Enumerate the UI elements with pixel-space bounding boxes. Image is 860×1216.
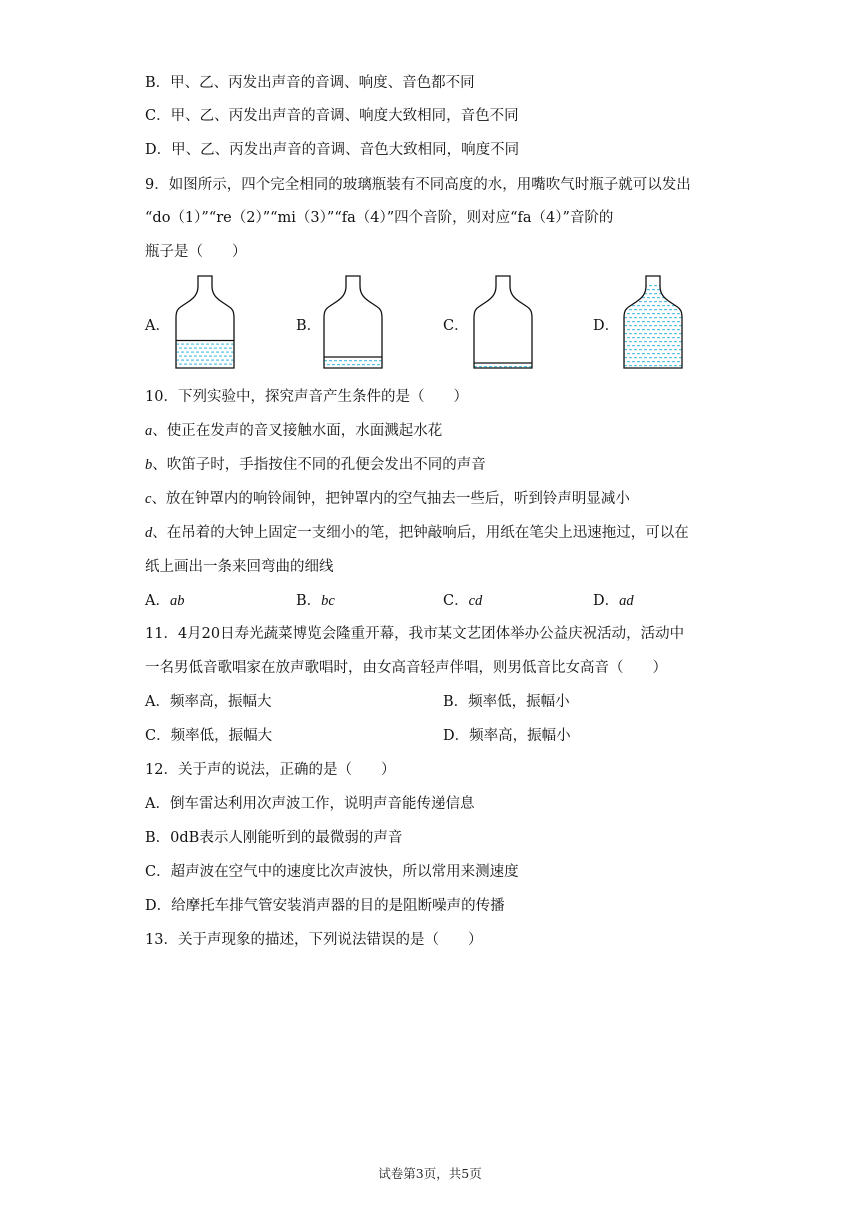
bottle-outline: [474, 276, 532, 368]
q10-option-a-label: A．: [145, 593, 170, 609]
bottle-a-image: [170, 272, 240, 374]
q10-option-b: [296, 591, 335, 611]
q10-option-c-value: cd: [468, 593, 483, 609]
q12-option-c: C．超声波在空气中的速度比次声波快，所以常用来测速度: [145, 864, 519, 880]
q10-item-d-text: 、在吊着的大钟上固定一支细小的笔，把钟敲响后，用纸在笔尖上迅速拖过，可以在: [152, 525, 689, 541]
q10-item-d: [145, 523, 689, 543]
q12-option-a: A．倒车雷达利用次声波工作，说明声音能传递信息: [145, 796, 475, 812]
q10-option-c-label: C．: [443, 593, 469, 609]
q13-stem: 13．关于声现象的描述，下列说法错误的是（ ）: [145, 932, 483, 948]
bottle-c-image: [468, 272, 538, 374]
q10-option-d: [593, 591, 634, 611]
q10-option-d-value: ad: [619, 593, 634, 609]
q10-option-d-label: D．: [593, 593, 620, 609]
q10-option-c: [443, 591, 482, 611]
q8-option-d: D．甲、乙、丙发出声音的音调、音色大致相同，响度不同: [145, 142, 520, 158]
q8-option-b: B．甲、乙、丙发出声音的音调、响度、音色都不同: [145, 75, 475, 91]
water-fill: [474, 366, 532, 367]
q10-option-b-label: B．: [296, 593, 322, 609]
bottle-outline: [176, 276, 234, 368]
q10-option-a-value: ab: [169, 593, 185, 609]
q10-item-a: [145, 421, 442, 441]
q12-option-b: B．0dB表示人刚能听到的最微弱的声音: [145, 830, 403, 846]
water-fill: [174, 344, 237, 365]
q10-item-c-text: 、放在钟罩内的响铃闹钟，把钟罩内的空气抽去一些后，听到铃声明显减小: [151, 491, 630, 507]
q10-item-b-letter: b: [145, 457, 153, 473]
q10-item-d-cont: 纸上画出一条来回弯曲的细线: [145, 559, 334, 575]
q10-item-b: [145, 455, 486, 475]
q10-item-c-letter: c: [145, 491, 152, 507]
q10-option-b-value: bc: [321, 593, 335, 609]
q11-option-a: A．频率高，振幅大: [145, 694, 272, 710]
bottle-b-image: [318, 272, 388, 374]
q12-stem: 12．关于声的说法，正确的是（ ）: [145, 762, 396, 778]
bottle-d-image: [618, 272, 688, 374]
q11-stem-line2: 一名男低音歌唱家在放声歌唱时，由女高音轻声伴唱，则男低音比女高音（ ）: [145, 660, 667, 676]
q9-stem-line1: 9．如图所示，四个完全相同的玻璃瓶装有不同高度的水，用嘴吹气时瓶子就可以发出: [145, 177, 691, 193]
page-footer: 试卷第3页，共5页: [378, 1166, 482, 1181]
water-fill: [322, 360, 385, 365]
q12-option-d: D．给摩托车排气管安装消声器的目的是阻断噪声的传播: [145, 898, 505, 914]
bottle-outline: [324, 276, 382, 368]
q11-option-b: B．频率低，振幅小: [443, 694, 570, 710]
q11-option-c: C．频率低，振幅大: [145, 728, 273, 744]
q9-stem-line2: “do（1）”“re（2）”“mi（3）”“fa（4）”四个音阶，则对应“fa（4）”音阶的: [145, 210, 614, 226]
q9-option-a-label: A．: [145, 318, 170, 334]
q10-item-d-letter: d: [145, 525, 153, 541]
q10-item-a-letter: a: [145, 423, 153, 439]
q9-option-c-label: C．: [443, 318, 469, 334]
q10-item-a-text: 、使正在发声的音叉接触水面，水面溅起水花: [152, 423, 443, 439]
q11-stem-line1: 11．4月20日寿光蔬菜博览会隆重开幕，我市某文艺团体举办公益庆祝活动，活动中: [145, 626, 685, 642]
q8-option-c: C．甲、乙、丙发出声音的音调、响度大致相同，音色不同: [145, 108, 519, 124]
q11-option-d: D．频率高，振幅小: [443, 728, 571, 744]
q10-option-a: [145, 591, 184, 611]
q9-stem-line3: 瓶子是（ ）: [145, 244, 247, 260]
q10-item-c: [145, 489, 630, 509]
water-fill: [622, 285, 685, 366]
q9-option-d-label: D．: [593, 318, 620, 334]
q9-option-b-label: B．: [296, 318, 322, 334]
q10-item-b-text: 、吹笛子时，手指按住不同的孔便会发出不同的声音: [152, 457, 486, 473]
q10-stem: 10．下列实验中，探究声音产生条件的是（ ）: [145, 389, 468, 405]
